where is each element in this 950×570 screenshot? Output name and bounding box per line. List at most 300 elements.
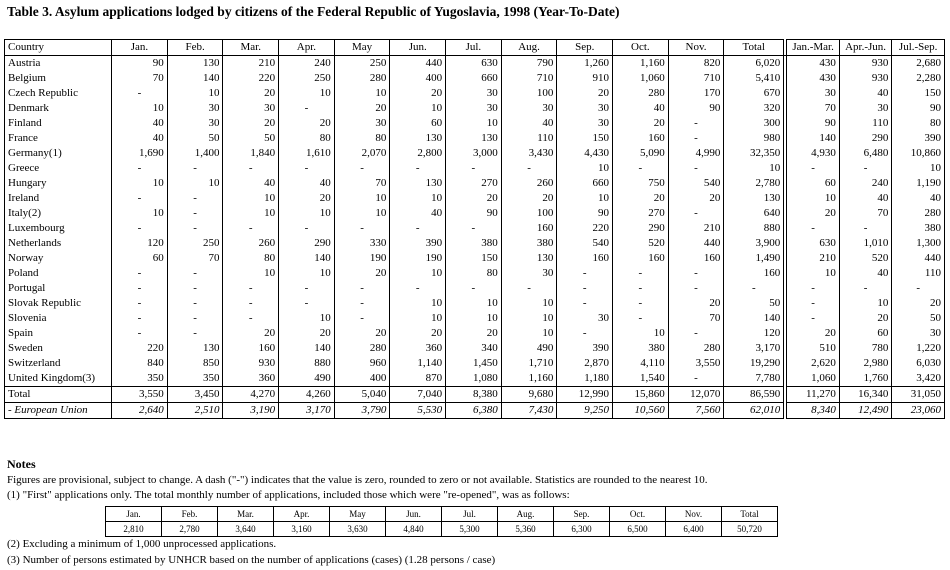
- value-cell: 10: [223, 266, 279, 281]
- value-cell: -: [167, 221, 223, 236]
- value-cell: 40: [223, 176, 279, 191]
- value-cell: 20: [279, 116, 335, 131]
- value-cell: 3,900: [724, 236, 784, 251]
- value-cell: 10: [787, 191, 840, 206]
- value-cell: -: [223, 161, 279, 176]
- value-cell: 60: [787, 176, 840, 191]
- value-cell: 320: [724, 101, 784, 116]
- value-cell: -: [446, 161, 502, 176]
- value-cell: 930: [839, 71, 892, 86]
- value-cell: 140: [167, 71, 223, 86]
- value-cell: 70: [839, 206, 892, 221]
- value-cell: 90: [446, 206, 502, 221]
- value-cell: 1,080: [446, 371, 502, 387]
- value-cell: 80: [223, 251, 279, 266]
- subtable-header: Oct.: [610, 507, 666, 522]
- value-cell: 280: [613, 86, 669, 101]
- value-cell: 15,860: [613, 387, 669, 403]
- value-cell: 1,160: [613, 56, 669, 72]
- value-cell: 660: [446, 71, 502, 86]
- value-cell: -: [446, 281, 502, 296]
- value-cell: 20: [334, 101, 390, 116]
- value-cell: 430: [787, 56, 840, 72]
- value-cell: 10: [112, 176, 168, 191]
- value-cell: 10: [613, 326, 669, 341]
- value-cell: 50: [223, 131, 279, 146]
- value-cell: 290: [613, 221, 669, 236]
- value-cell: -: [446, 221, 502, 236]
- value-cell: 660: [557, 176, 613, 191]
- value-cell: 4,430: [557, 146, 613, 161]
- value-cell: 170: [668, 86, 724, 101]
- value-cell: 130: [167, 56, 223, 72]
- value-cell: 1,450: [446, 356, 502, 371]
- value-cell: 30: [787, 86, 840, 101]
- value-cell: -: [668, 161, 724, 176]
- value-cell: 10: [279, 86, 335, 101]
- value-cell: 40: [390, 206, 446, 221]
- value-cell: 30: [557, 311, 613, 326]
- value-cell: -: [613, 296, 669, 311]
- value-cell: -: [613, 161, 669, 176]
- note-1: (1) "First" applications only. The total monthly number of applications, included those which were "re-opened", was as follows:: [7, 489, 570, 501]
- value-cell: 220: [223, 71, 279, 86]
- value-cell: 870: [390, 371, 446, 387]
- value-cell: 300: [724, 116, 784, 131]
- subtable-header: Total: [722, 507, 778, 522]
- value-cell: 250: [279, 71, 335, 86]
- value-cell: 160: [613, 251, 669, 266]
- value-cell: 9,680: [501, 387, 557, 403]
- value-cell: 250: [167, 236, 223, 251]
- value-cell: 4,110: [613, 356, 669, 371]
- value-cell: 910: [557, 71, 613, 86]
- column-header: Nov.: [668, 40, 724, 56]
- subtable-value: 3,630: [330, 522, 386, 537]
- value-cell: 60: [112, 251, 168, 266]
- subtable-header: Jun.: [386, 507, 442, 522]
- value-cell: 8,380: [446, 387, 502, 403]
- table-row: [5, 266, 945, 281]
- total-row: [5, 387, 945, 403]
- value-cell: 1,840: [223, 146, 279, 161]
- column-header: Apr.-Jun.: [839, 40, 892, 56]
- value-cell: 280: [668, 341, 724, 356]
- value-cell: 30: [446, 101, 502, 116]
- column-header: May: [334, 40, 390, 56]
- table-row: [5, 251, 945, 266]
- value-cell: -: [279, 296, 335, 311]
- value-cell: 120: [724, 326, 784, 341]
- value-cell: 30: [446, 86, 502, 101]
- value-cell: -: [668, 116, 724, 131]
- value-cell: 130: [501, 251, 557, 266]
- column-header: Jan.-Mar.: [787, 40, 840, 56]
- value-cell: 160: [724, 266, 784, 281]
- value-cell: 270: [613, 206, 669, 221]
- value-cell: 20: [446, 191, 502, 206]
- value-cell: 260: [501, 176, 557, 191]
- value-cell: 20: [839, 311, 892, 326]
- value-cell: 280: [892, 206, 945, 221]
- value-cell: 210: [668, 221, 724, 236]
- value-cell: 390: [390, 236, 446, 251]
- value-cell: 20: [279, 326, 335, 341]
- subtable-value: 2,810: [106, 522, 162, 537]
- value-cell: 630: [787, 236, 840, 251]
- column-header: Jul.-Sep.: [892, 40, 945, 56]
- value-cell: 140: [724, 311, 784, 326]
- value-cell: 10: [279, 266, 335, 281]
- value-cell: -: [839, 281, 892, 296]
- value-cell: 10,860: [892, 146, 945, 161]
- value-cell: 10: [167, 176, 223, 191]
- value-cell: 20: [223, 116, 279, 131]
- value-cell: 10: [112, 206, 168, 221]
- value-cell: 5,530: [390, 403, 446, 419]
- country-cell: Germany(1): [5, 146, 112, 161]
- value-cell: 40: [112, 131, 168, 146]
- value-cell: 380: [501, 236, 557, 251]
- value-cell: 1,400: [167, 146, 223, 161]
- value-cell: 10: [787, 266, 840, 281]
- value-cell: 20: [668, 191, 724, 206]
- value-cell: -: [839, 221, 892, 236]
- value-cell: 20: [892, 296, 945, 311]
- first-applications-subtable: [105, 506, 778, 537]
- value-cell: 190: [334, 251, 390, 266]
- value-cell: 20: [390, 86, 446, 101]
- subtable-header: Nov.: [666, 507, 722, 522]
- value-cell: 220: [557, 221, 613, 236]
- value-cell: 20: [787, 206, 840, 221]
- value-cell: 3,170: [724, 341, 784, 356]
- value-cell: 10: [390, 191, 446, 206]
- value-cell: 240: [279, 56, 335, 72]
- value-cell: 6,030: [892, 356, 945, 371]
- value-cell: 30: [334, 116, 390, 131]
- value-cell: 31,050: [892, 387, 945, 403]
- value-cell: 40: [613, 101, 669, 116]
- value-cell: 190: [390, 251, 446, 266]
- value-cell: 380: [446, 236, 502, 251]
- value-cell: 520: [613, 236, 669, 251]
- country-cell: Poland: [5, 266, 112, 281]
- subtable-value: 2,780: [162, 522, 218, 537]
- value-cell: 23,060: [892, 403, 945, 419]
- value-cell: 130: [390, 176, 446, 191]
- value-cell: 2,640: [112, 403, 168, 419]
- subtable-header: Sep.: [554, 507, 610, 522]
- subtable-value: 4,840: [386, 522, 442, 537]
- value-cell: 850: [167, 356, 223, 371]
- value-cell: -: [279, 161, 335, 176]
- value-cell: -: [223, 296, 279, 311]
- country-cell: Spain: [5, 326, 112, 341]
- value-cell: 960: [334, 356, 390, 371]
- value-cell: 20: [613, 116, 669, 131]
- value-cell: 70: [787, 101, 840, 116]
- value-cell: -: [279, 101, 335, 116]
- value-cell: 20: [446, 326, 502, 341]
- country-cell: Hungary: [5, 176, 112, 191]
- value-cell: -: [334, 296, 390, 311]
- value-cell: -: [390, 161, 446, 176]
- value-cell: -: [334, 281, 390, 296]
- value-cell: 10: [501, 326, 557, 341]
- value-cell: -: [668, 131, 724, 146]
- value-cell: 70: [112, 71, 168, 86]
- table-row: [5, 311, 945, 326]
- value-cell: 980: [724, 131, 784, 146]
- value-cell: 2,510: [167, 403, 223, 419]
- value-cell: -: [613, 281, 669, 296]
- column-header: Sep.: [557, 40, 613, 56]
- value-cell: 10: [892, 161, 945, 176]
- value-cell: 30: [167, 101, 223, 116]
- value-cell: 12,990: [557, 387, 613, 403]
- value-cell: 280: [334, 71, 390, 86]
- note-provisional: Figures are provisional, subject to change. A dash ("-") indicates that the value is zero, rounded to zero or not available. Statistics are rounded to the nearest 10.: [7, 474, 708, 486]
- value-cell: 3,430: [501, 146, 557, 161]
- value-cell: 390: [892, 131, 945, 146]
- value-cell: 780: [839, 341, 892, 356]
- value-cell: 70: [167, 251, 223, 266]
- table-row: [5, 356, 945, 371]
- value-cell: 30: [557, 116, 613, 131]
- value-cell: -: [839, 161, 892, 176]
- value-cell: 110: [501, 131, 557, 146]
- value-cell: 40: [839, 86, 892, 101]
- asylum-table: [4, 39, 945, 419]
- value-cell: 10: [279, 206, 335, 221]
- value-cell: 220: [112, 341, 168, 356]
- country-cell: - European Union: [5, 403, 112, 419]
- value-cell: 10: [557, 191, 613, 206]
- value-cell: 40: [839, 191, 892, 206]
- value-cell: 20: [613, 191, 669, 206]
- value-cell: 1,180: [557, 371, 613, 387]
- value-cell: 90: [557, 206, 613, 221]
- subtable-header: May: [330, 507, 386, 522]
- value-cell: 1,260: [557, 56, 613, 72]
- value-cell: 1,160: [501, 371, 557, 387]
- value-cell: 3,000: [446, 146, 502, 161]
- value-cell: 210: [223, 56, 279, 72]
- value-cell: -: [787, 281, 840, 296]
- value-cell: 10: [501, 296, 557, 311]
- note-2: (2) Excluding a minimum of 1,000 unprocessed applications.: [7, 538, 277, 550]
- value-cell: -: [613, 266, 669, 281]
- value-cell: 7,430: [501, 403, 557, 419]
- value-cell: 16,340: [839, 387, 892, 403]
- value-cell: 2,280: [892, 71, 945, 86]
- value-cell: 150: [557, 131, 613, 146]
- value-cell: 32,350: [724, 146, 784, 161]
- value-cell: 360: [390, 341, 446, 356]
- column-header: Country: [5, 40, 112, 56]
- value-cell: 240: [839, 176, 892, 191]
- value-cell: 20: [223, 326, 279, 341]
- value-cell: -: [668, 206, 724, 221]
- value-cell: 30: [501, 266, 557, 281]
- value-cell: 510: [787, 341, 840, 356]
- value-cell: 340: [446, 341, 502, 356]
- notes-heading: Notes: [7, 457, 36, 471]
- country-cell: Slovak Republic: [5, 296, 112, 311]
- value-cell: 440: [668, 236, 724, 251]
- value-cell: -: [501, 281, 557, 296]
- subtable-value: 3,160: [274, 522, 330, 537]
- value-cell: -: [557, 281, 613, 296]
- country-cell: Czech Republic: [5, 86, 112, 101]
- value-cell: 10,560: [613, 403, 669, 419]
- value-cell: 10: [446, 311, 502, 326]
- value-cell: 390: [557, 341, 613, 356]
- subtable-value: 6,400: [666, 522, 722, 537]
- table-row: [5, 176, 945, 191]
- value-cell: 2,780: [724, 176, 784, 191]
- value-cell: 120: [112, 236, 168, 251]
- country-cell: Ireland: [5, 191, 112, 206]
- value-cell: -: [787, 221, 840, 236]
- column-header: Apr.: [279, 40, 335, 56]
- value-cell: -: [112, 296, 168, 311]
- value-cell: 90: [892, 101, 945, 116]
- value-cell: 70: [668, 311, 724, 326]
- value-cell: 10: [724, 161, 784, 176]
- value-cell: 160: [613, 131, 669, 146]
- value-cell: -: [787, 311, 840, 326]
- value-cell: 80: [892, 116, 945, 131]
- value-cell: 1,060: [787, 371, 840, 387]
- value-cell: 400: [390, 71, 446, 86]
- value-cell: -: [724, 281, 784, 296]
- table-row: [5, 101, 945, 116]
- value-cell: -: [390, 281, 446, 296]
- value-cell: 130: [724, 191, 784, 206]
- value-cell: 140: [279, 251, 335, 266]
- subtable-header: Mar.: [218, 507, 274, 522]
- value-cell: 4,260: [279, 387, 335, 403]
- subtable-header: Jul.: [442, 507, 498, 522]
- value-cell: -: [668, 326, 724, 341]
- table-row: [5, 206, 945, 221]
- table-row: [5, 86, 945, 101]
- value-cell: 10: [112, 101, 168, 116]
- value-cell: 710: [501, 71, 557, 86]
- column-header: Jul.: [446, 40, 502, 56]
- value-cell: 160: [223, 341, 279, 356]
- value-cell: 20: [787, 326, 840, 341]
- column-header: Mar.: [223, 40, 279, 56]
- value-cell: -: [112, 191, 168, 206]
- value-cell: 100: [501, 86, 557, 101]
- value-cell: 790: [501, 56, 557, 72]
- table-row: [5, 146, 945, 161]
- value-cell: 290: [839, 131, 892, 146]
- value-cell: 7,040: [390, 387, 446, 403]
- value-cell: 1,190: [892, 176, 945, 191]
- value-cell: 1,610: [279, 146, 335, 161]
- value-cell: -: [668, 281, 724, 296]
- country-cell: United Kingdom(3): [5, 371, 112, 387]
- value-cell: 12,070: [668, 387, 724, 403]
- value-cell: -: [167, 266, 223, 281]
- country-cell: Belgium: [5, 71, 112, 86]
- value-cell: -: [557, 296, 613, 311]
- value-cell: -: [112, 161, 168, 176]
- value-cell: 640: [724, 206, 784, 221]
- value-cell: 3,450: [167, 387, 223, 403]
- value-cell: 10: [390, 101, 446, 116]
- value-cell: 1,300: [892, 236, 945, 251]
- value-cell: 10: [167, 86, 223, 101]
- value-cell: 20: [279, 191, 335, 206]
- value-cell: -: [613, 311, 669, 326]
- value-cell: 10: [334, 206, 390, 221]
- value-cell: -: [167, 191, 223, 206]
- value-cell: 62,010: [724, 403, 784, 419]
- value-cell: 90: [668, 101, 724, 116]
- column-header: Jan.: [112, 40, 168, 56]
- value-cell: 1,010: [839, 236, 892, 251]
- value-cell: 350: [112, 371, 168, 387]
- value-cell: 130: [167, 341, 223, 356]
- value-cell: -: [787, 296, 840, 311]
- value-cell: 10: [279, 311, 335, 326]
- value-cell: 30: [501, 101, 557, 116]
- value-cell: 150: [446, 251, 502, 266]
- value-cell: 3,420: [892, 371, 945, 387]
- value-cell: 380: [613, 341, 669, 356]
- value-cell: 1,060: [613, 71, 669, 86]
- value-cell: 150: [892, 86, 945, 101]
- value-cell: -: [334, 221, 390, 236]
- value-cell: 440: [390, 56, 446, 72]
- value-cell: 12,490: [839, 403, 892, 419]
- value-cell: -: [112, 221, 168, 236]
- table-row: [5, 236, 945, 251]
- value-cell: 9,250: [557, 403, 613, 419]
- country-cell: Sweden: [5, 341, 112, 356]
- value-cell: 20: [557, 86, 613, 101]
- value-cell: 5,090: [613, 146, 669, 161]
- country-cell: Portugal: [5, 281, 112, 296]
- value-cell: 10: [223, 191, 279, 206]
- value-cell: 20: [390, 326, 446, 341]
- value-cell: 80: [334, 131, 390, 146]
- subtable-header: Aug.: [498, 507, 554, 522]
- value-cell: 40: [839, 266, 892, 281]
- value-cell: 30: [167, 116, 223, 131]
- value-cell: 20: [668, 296, 724, 311]
- value-cell: 6,480: [839, 146, 892, 161]
- value-cell: 4,930: [787, 146, 840, 161]
- value-cell: 60: [839, 326, 892, 341]
- value-cell: 160: [557, 251, 613, 266]
- value-cell: 10: [501, 311, 557, 326]
- value-cell: 10: [557, 161, 613, 176]
- country-cell: Norway: [5, 251, 112, 266]
- column-header: Total: [724, 40, 784, 56]
- value-cell: 3,790: [334, 403, 390, 419]
- value-cell: -: [787, 161, 840, 176]
- country-cell: Switzerland: [5, 356, 112, 371]
- value-cell: 840: [112, 356, 168, 371]
- value-cell: 2,800: [390, 146, 446, 161]
- european-union-row: [5, 403, 945, 419]
